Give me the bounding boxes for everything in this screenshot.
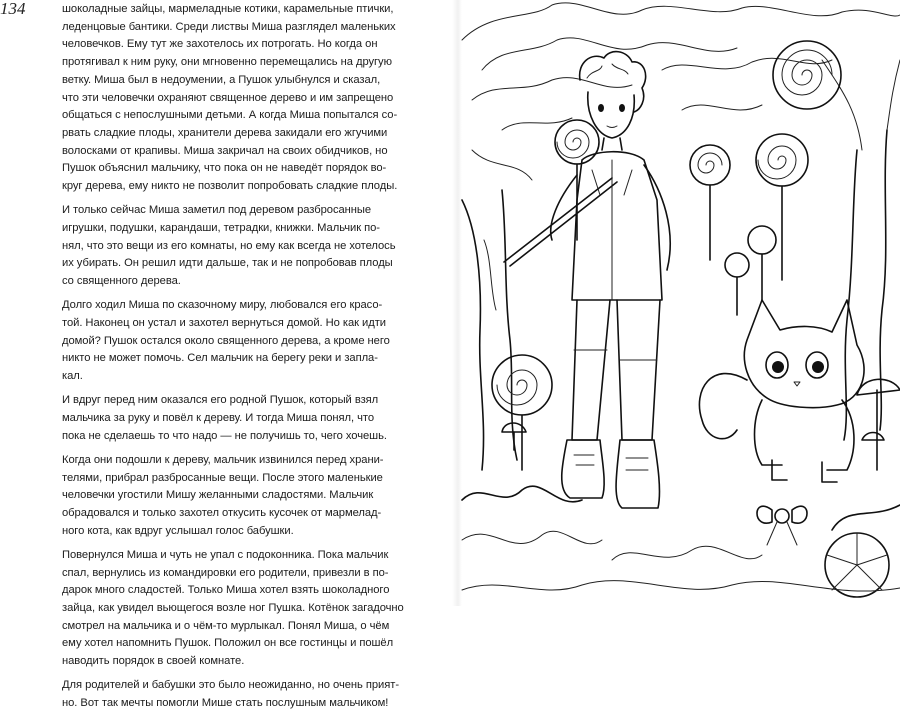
text-line: Долго ходил Миша по сказочному миру, любовался его красо- [62,299,383,312]
text-line: игрушки, подушки, карандаши, тетрадки, книжки. Мальчик по- [62,221,380,234]
text-line: ветку. Миша был в недоумении, а Пушок улыбнулся и сказал, [62,73,381,86]
story-paragraph [62,202,396,291]
text-line: пока не сделаешь то что надо — не получишь то, чего хочешь. [62,429,387,442]
lollipop [690,145,730,260]
text-line: И только сейчас Миша заметил под деревом разбросанные [62,204,372,217]
text-line: человечки угостили Мишу желанными сладостями. Мальчик [62,489,374,502]
text-line: никто не может помочь. Сел мальчик на берегу реки и запла- [62,352,378,365]
text-line: волосками от крапивы. Миша закричал на своих обидчиков, но [62,144,388,157]
tree-canopy [462,3,900,130]
lollipop [555,120,599,240]
lollipop [492,355,552,470]
text-line: кал. [62,370,83,383]
lollipop [756,134,808,280]
book-gutter [452,0,462,606]
text-line: Когда они подошли к дереву, мальчик извинился перед храни- [62,453,384,466]
text-line: Повернулся Миша и чуть не упал с подоконника. Пока мальчик [62,548,389,561]
text-line: И вдруг перед ним оказался его родной Пушок, который взял [62,394,379,407]
lollipop [725,226,776,315]
text-line: дарок много сладостей. Только Миша хотел взять шоколадного [62,584,390,597]
mushroom [857,379,900,470]
text-line: телями, прибрал разбросанные вещи. После этого маленькие [62,471,383,484]
text-line: их убирать. Он решил идти дальше, так и не попробовав плоды [62,257,393,270]
text-line: домой? Пушок остался около священного дерева, а кроме него [62,334,390,347]
text-line: леденцовые бантики. Среди листвы Миша разглядел маленьких [62,20,396,33]
foreground-foliage [462,486,900,597]
story-paragraph [62,297,392,386]
story-paragraph [62,547,404,671]
text-line: со священного дерева. [62,275,181,288]
cat-figure [699,300,864,482]
text-line: шоколадные зайцы, мармеладные котики, карамельные птички, [62,3,394,15]
story-paragraph [62,452,392,541]
text-line: протягивал к ним руку, они мгновенно перемещались на другую [62,56,392,69]
text-line: той. Наконец он устал и захотел вернуться домой. Но как идти [62,316,387,329]
text-line: что эти человечки охраняют священное дерево и им запрещено [62,91,394,104]
text-line: мальчика за руку и повёл к дереву. И тогда Миша понял, что [62,411,375,424]
text-line: Для родителей и бабушки это было неожиданно, но очень прият- [62,679,399,692]
story-paragraph [62,392,392,445]
text-line: наводить порядок в своей комнате. [62,655,245,668]
text-line: Пушок объяснил мальчику, что пока он не наведёт порядок во- [62,162,387,175]
text-line: нял, что это вещи из его комнаты, но ему как всегда не хотелось [62,239,396,252]
text-line: зайца, как увидел вьющегося возле ног Пушка. Котёнок загадочно [62,602,404,614]
illustration-page [462,0,900,606]
bow-candy [757,506,807,545]
text-line: ему хотел напомнить Пушок. Положил он все гостинцы и пошёл [62,637,394,650]
text-line: обрадовался и только захотел откусить кусочек от мармелад- [62,506,382,519]
boy-figure [504,52,670,508]
text-line: круг дерева, ему никто не позволит попробовать сладкие плоды. [62,180,398,193]
story-paragraph [62,1,398,196]
text-line: спал, вернулись из командировки его родители, привезли в по- [62,566,389,579]
text-line: человечков. Ему тут же захотелось их потрогать. Но когда он [62,38,378,51]
coloring-page-illustration [462,0,900,606]
text-line: общаться с непослушными детьми. А когда Миша попытался со- [62,109,398,122]
text-line: рвать сладкие плоды, хранители дерева закидали его жгучими [62,126,388,139]
story-paragraph [62,677,399,712]
lollipop [773,41,841,109]
text-line: но. Вот так мечты помогли Мише стать послушным мальчиком! [62,697,389,710]
story-text [62,1,404,713]
page-number: 134 [0,0,26,18]
text-line: смотрел на мальчика и о чём-то мурлыкал. Понял Миша, о чём [62,619,390,632]
text-line: ного кота, как вдруг услышал голос бабушки. [62,524,294,537]
